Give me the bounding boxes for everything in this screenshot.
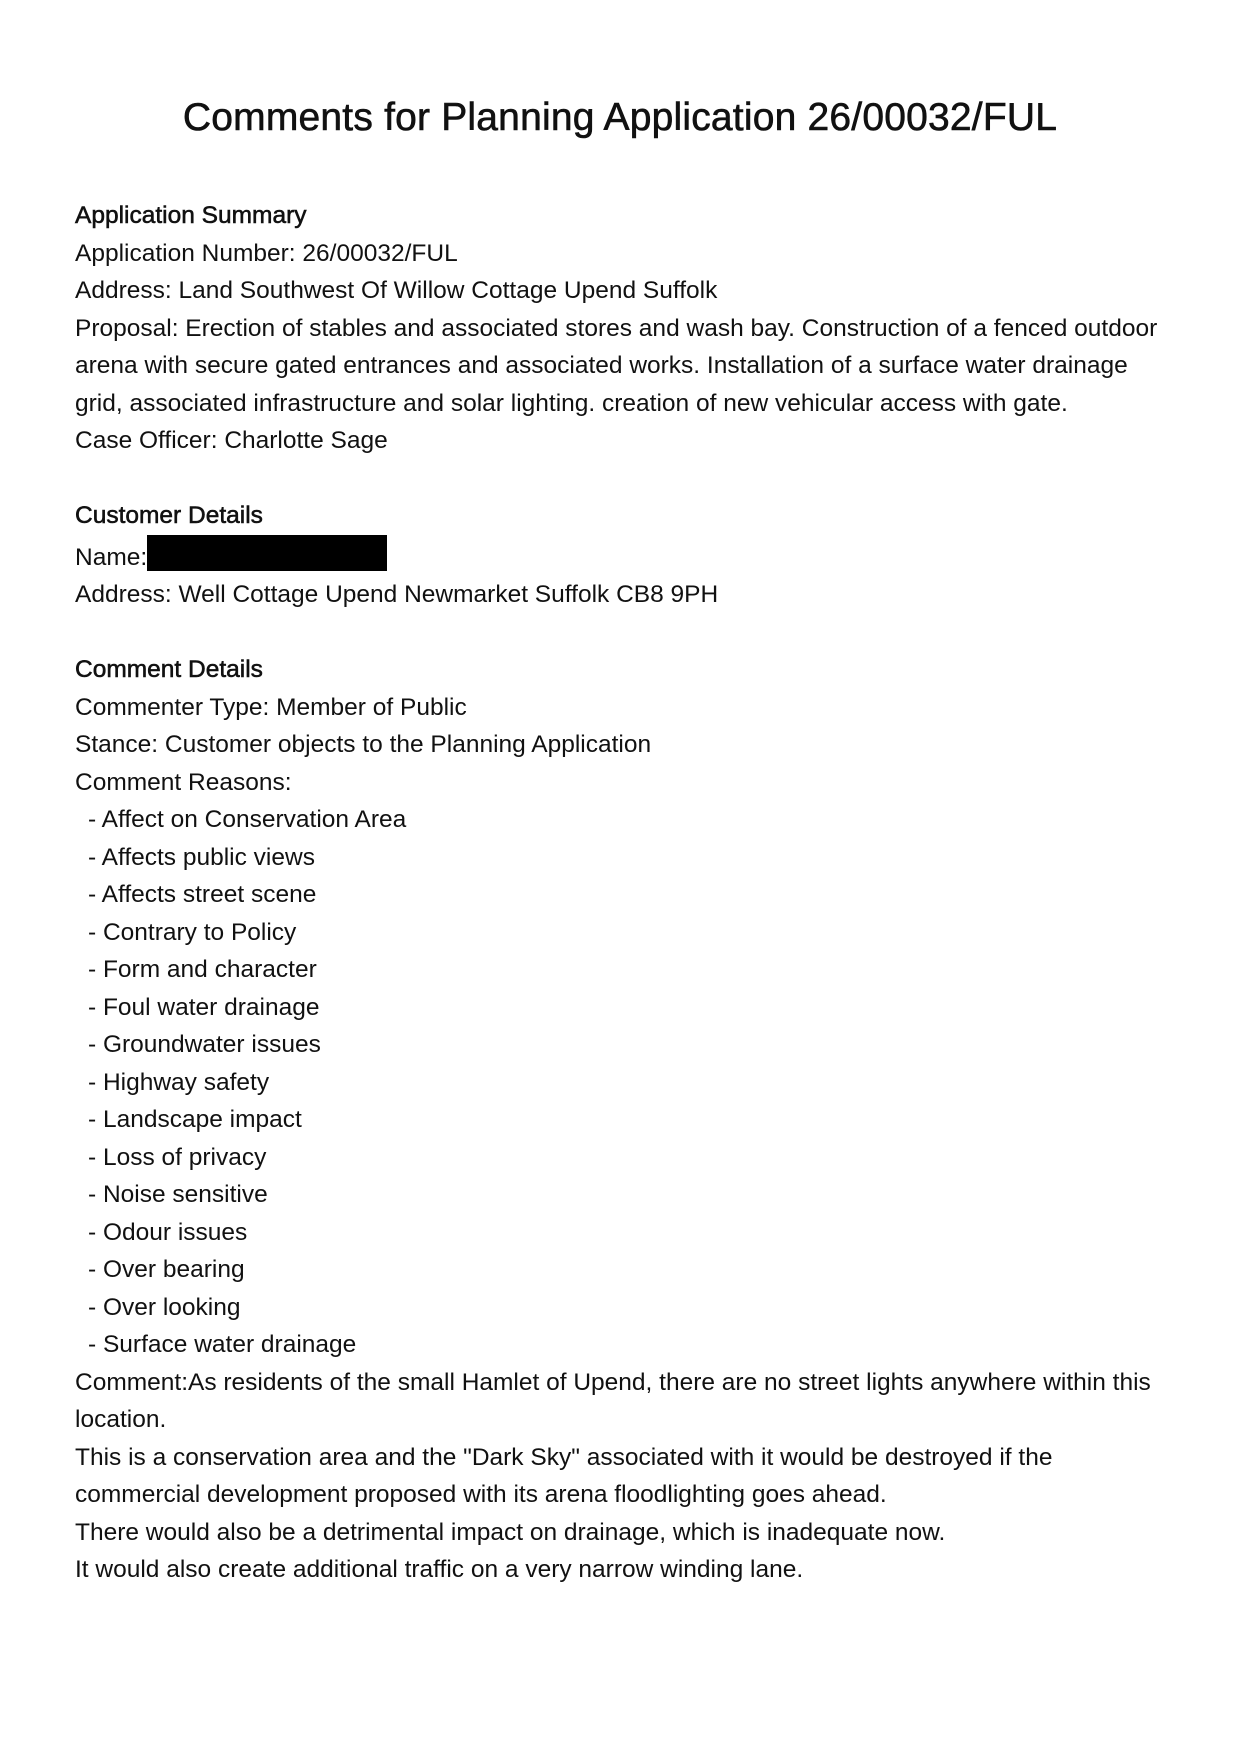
section-spacer (75, 614, 1170, 652)
name-redaction-block (147, 535, 387, 571)
list-item: - Surface water drainage (88, 1331, 357, 1358)
list-item: - Odour issues (88, 1218, 248, 1246)
list-item: - Contrary to Policy (88, 918, 297, 946)
comment-reasons-label: Comment Reasons: (75, 768, 292, 796)
list-item: - Affects street scene (88, 881, 317, 908)
customer-name-label: Name: (75, 543, 148, 571)
list-item: - Highway safety (88, 1068, 270, 1096)
list-item: - Affect on Conservation Area (88, 806, 407, 833)
case-officer: Case Officer: Charlotte Sage (75, 427, 388, 454)
comment-paragraph: Comment:As residents of the small Hamlet of Upend, there are no street lights anywhere within this location. (75, 1368, 1151, 1433)
customer-address: Address: Well Cottage Upend Newmarket Suffolk CB8 9PH (75, 581, 719, 608)
document-body (75, 197, 1170, 1589)
commenter-type: Commenter Type: Member of Public (75, 693, 467, 721)
comment-paragraph: It would also create additional traffic on a very narrow winding lane. (75, 1556, 804, 1583)
comment-details-section (75, 651, 1170, 1589)
list-item: - Over bearing (88, 1256, 245, 1283)
list-item: - Loss of privacy (88, 1143, 267, 1171)
customer-details-heading: Customer Details (75, 502, 263, 529)
customer-details-section (75, 497, 1170, 614)
application-proposal: Proposal: Erection of stables and associated stores and wash bay. Construction of a fenced outdoor arena with secure gated entrances and associated works. Installation of a surface water drainage grid, associated infrastructure and solar lighting. creation of new vehicular access with gate. (75, 314, 1158, 417)
comment-details-heading: Comment Details (75, 656, 263, 683)
list-item: - Form and character (88, 956, 317, 983)
list-item: - Foul water drainage (88, 993, 320, 1021)
list-item: - Noise sensitive (88, 1181, 268, 1208)
application-summary-heading: Application Summary (75, 202, 307, 229)
list-item: - Landscape impact (88, 1106, 302, 1133)
customer-name-row (75, 535, 1170, 577)
list-item: - Groundwater issues (88, 1031, 321, 1058)
list-item: - Over looking (88, 1293, 241, 1321)
comment-paragraph: There would also be a detrimental impact on drainage, which is inadequate now. (75, 1518, 946, 1546)
comment-paragraph: This is a conservation area and the "Dark Sky" associated with it would be destroyed if the commercial development proposed with its arena floodlighting goes ahead. (75, 1443, 1053, 1508)
section-spacer (75, 460, 1170, 498)
application-address: Address: Land Southwest Of Willow Cottage Upend Suffolk (75, 277, 718, 304)
stance: Stance: Customer objects to the Planning Application (75, 731, 652, 758)
application-number: Application Number: 26/00032/FUL (75, 239, 458, 267)
list-item: - Affects public views (88, 843, 315, 871)
application-summary-section (75, 197, 1170, 460)
comment-reasons-list (75, 801, 1170, 1364)
page-title: Comments for Planning Application 26/00032/FUL (182, 96, 1058, 139)
